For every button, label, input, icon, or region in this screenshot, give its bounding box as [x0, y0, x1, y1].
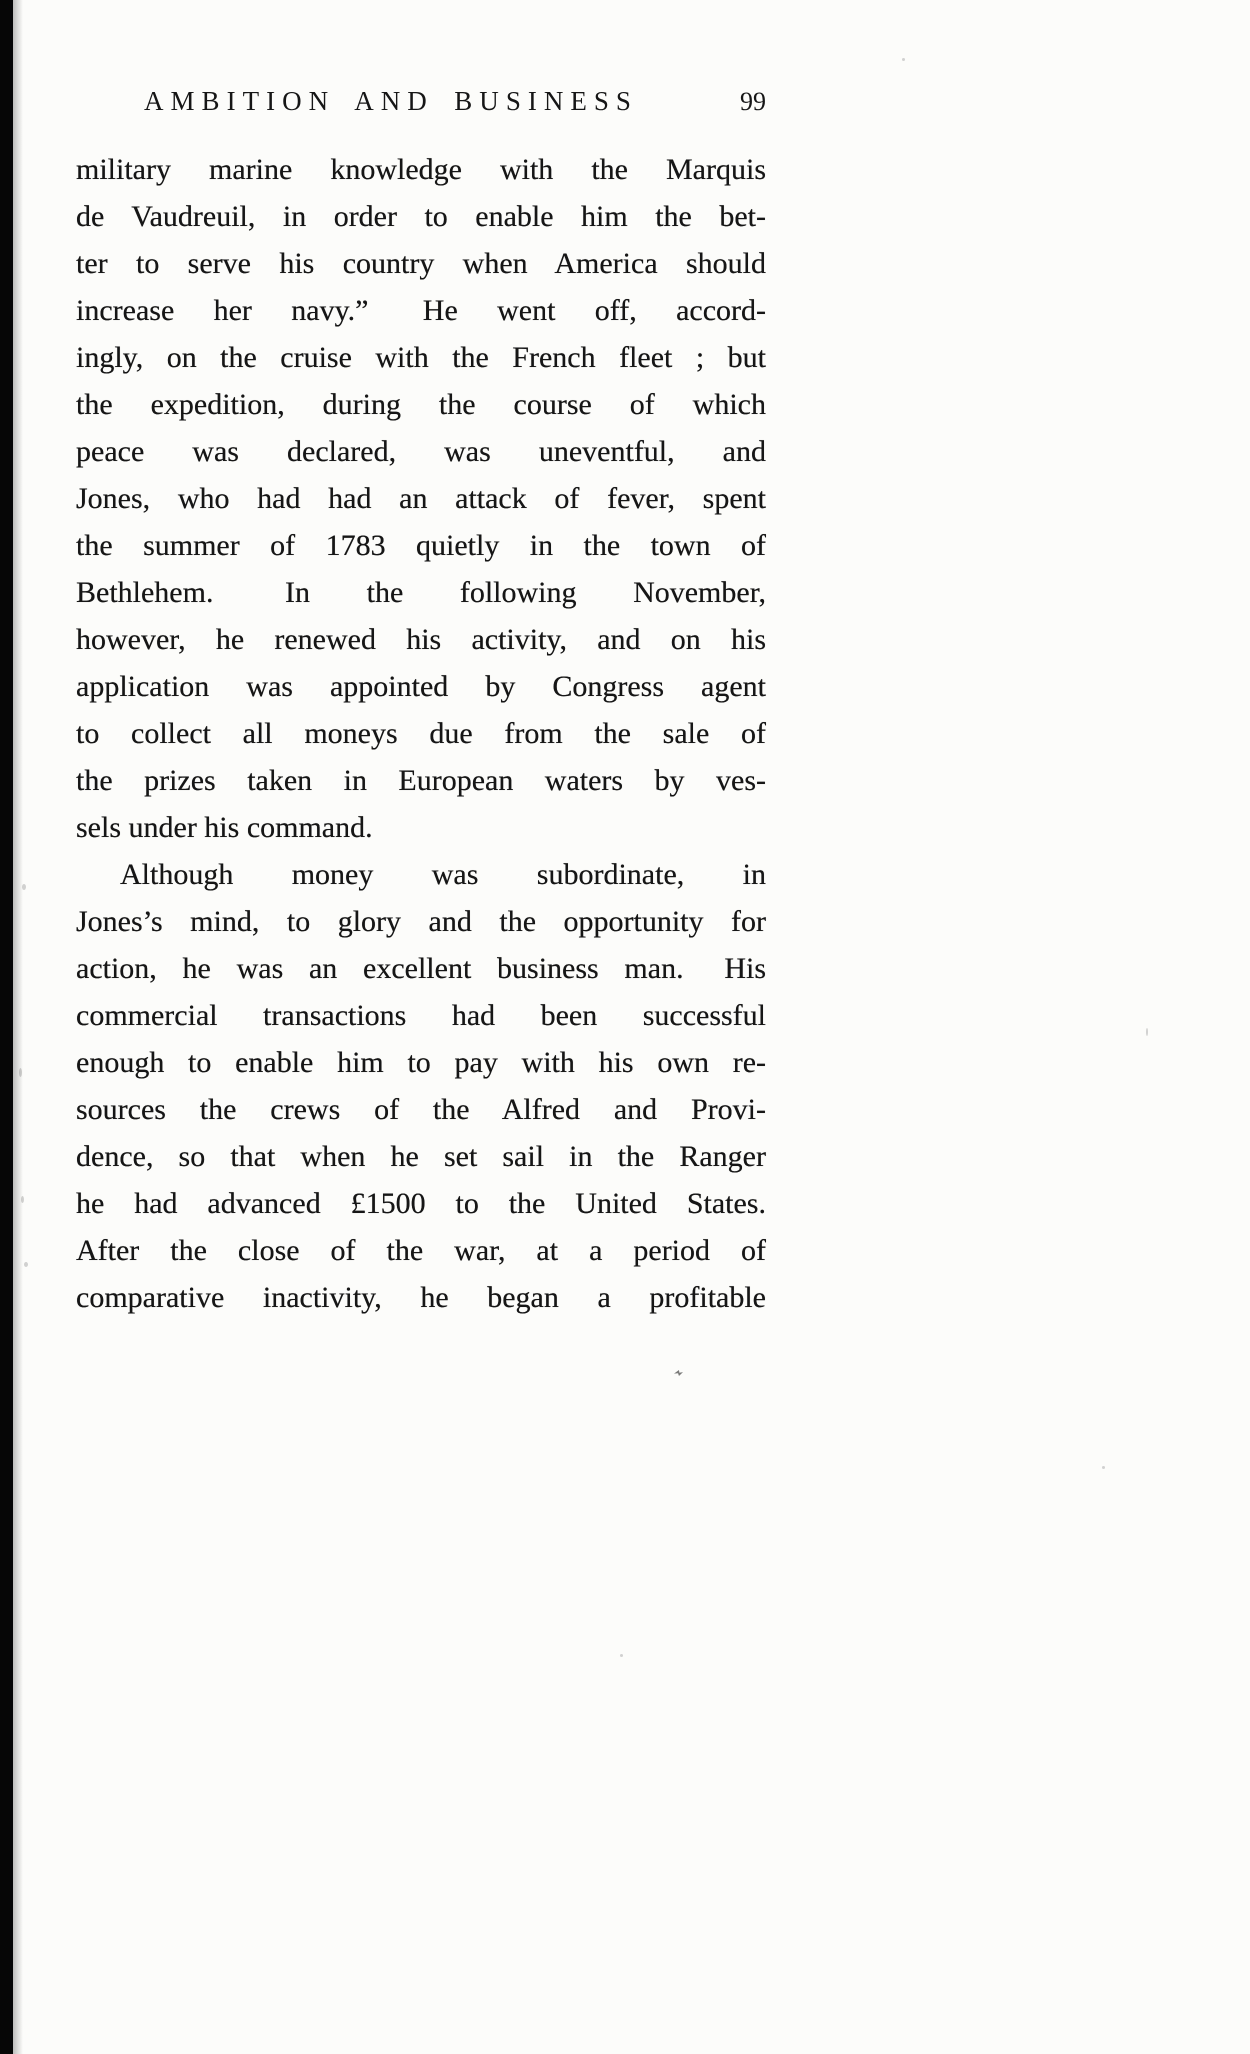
text-line: Jones’s mind, to glory and the opportunity for — [76, 905, 766, 938]
text-line: comparative inactivity, he began a profitable — [76, 1281, 766, 1314]
page-header — [76, 86, 766, 122]
scan-speck — [24, 1262, 28, 1267]
text-line: the summer of 1783 quietly in the town of — [76, 529, 766, 562]
running-title: AMBITION AND BUSINESS — [144, 86, 638, 116]
text-line: the expedition, during the course of which — [76, 388, 766, 421]
text-line: Bethlehem. In the following November, — [76, 576, 766, 609]
paragraph — [76, 146, 766, 851]
text-line: Jones, who had had an attack of fever, spent — [76, 482, 766, 515]
text-line: application was appointed by Congress agent — [76, 670, 766, 703]
page-number: 99 — [740, 87, 766, 116]
scan-speck — [21, 1196, 24, 1203]
paragraph — [76, 851, 766, 1321]
text-line: to collect all moneys due from the sale of — [76, 717, 766, 750]
binding-gutter-strip — [0, 0, 13, 2054]
scan-speck — [620, 1654, 623, 1657]
text-line: however, he renewed his activity, and on his — [76, 623, 766, 656]
scan-speck — [19, 1068, 22, 1077]
text-line: sources the crews of the Alfred and Provi- — [76, 1093, 766, 1126]
text-line: de Vaudreuil, in order to enable him the bet- — [76, 200, 766, 233]
scan-speck — [22, 884, 26, 890]
text-line: dence, so that when he set sail in the Ranger — [76, 1140, 766, 1173]
text-line: Although money was subordinate, in — [120, 858, 766, 891]
text-line: increase her navy.” He went off, accord- — [76, 294, 766, 327]
body-text — [76, 146, 766, 1321]
text-line: ter to serve his country when America should — [76, 247, 766, 280]
text-line: sels under his command. — [76, 811, 373, 844]
binding-gutter-shadow — [13, 0, 23, 2054]
text-line: After the close of the war, at a period of — [76, 1234, 766, 1267]
text-line: enough to enable him to pay with his own re- — [76, 1046, 766, 1079]
text-line: commercial transactions had been successful — [76, 999, 766, 1032]
text-line: peace was declared, was uneventful, and — [76, 435, 766, 468]
text-line: he had advanced £1500 to the United States. — [76, 1187, 766, 1220]
scan-speck — [902, 58, 905, 61]
text-line: military marine knowledge with the Marquis — [76, 153, 766, 186]
scan-speck — [1146, 1028, 1148, 1036]
scan-artifact-mark — [674, 1370, 683, 1376]
text-line: ingly, on the cruise with the French fleet ; but — [76, 341, 766, 374]
scan-speck — [1102, 1466, 1105, 1469]
text-line: the prizes taken in European waters by ves- — [76, 764, 766, 797]
page-content — [76, 86, 766, 1321]
text-line: action, he was an excellent business man. His — [76, 952, 766, 985]
